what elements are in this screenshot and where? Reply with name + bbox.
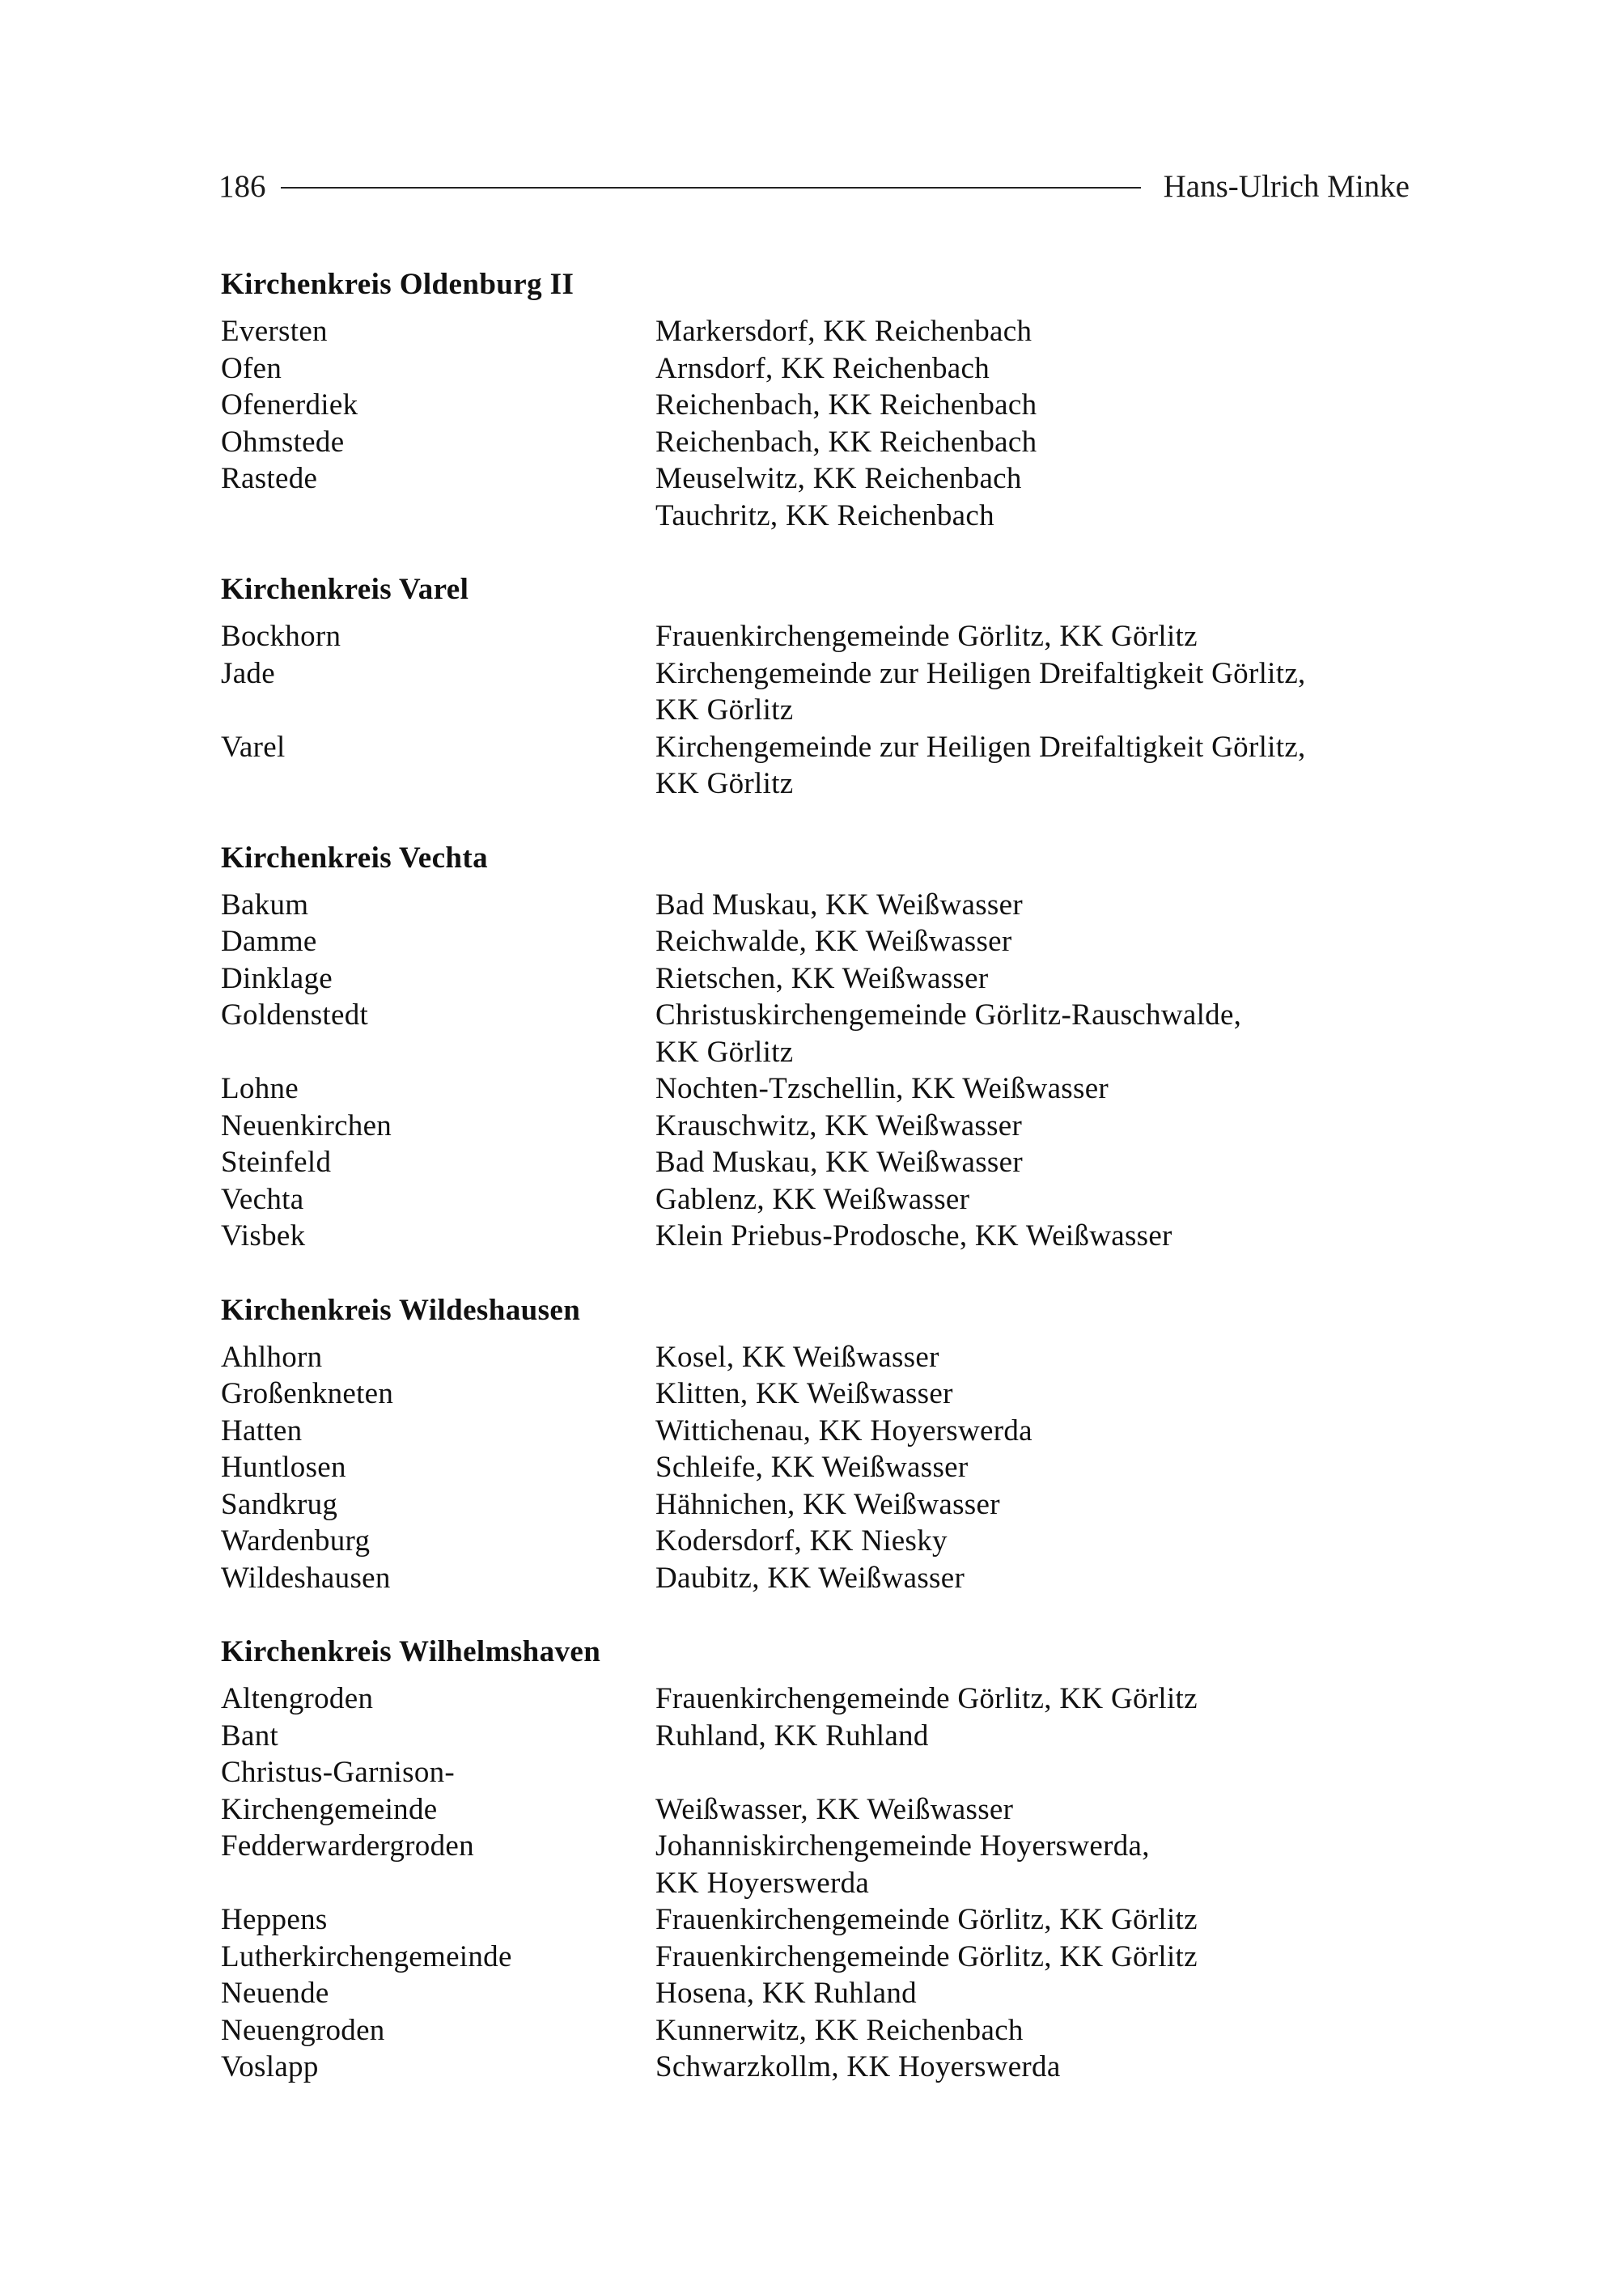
parish-name: Hatten [221,1414,303,1447]
parish-name: Steinfeld [221,1146,332,1179]
parish-name: Eversten [221,315,328,348]
partner-parish: Hosena, KK Ruhland [655,1977,917,2010]
parish-name: Wildeshausen [221,1561,391,1595]
parish-name: Neuende [221,1977,329,2010]
list-item [221,350,1418,388]
partner-parish: Rietschen, KK Weißwasser [655,961,989,995]
list-item [221,1218,1418,1255]
parish-name: Heppens [221,1903,328,1936]
header-rule [281,187,1141,189]
partner-parish: Frauenkirchengemeinde Görlitz, KK Görlitz [655,620,1198,653]
list-item [221,387,1418,424]
parish-name: Ohmstede [221,425,345,459]
list-item [221,1413,1418,1450]
list-item [221,655,1418,729]
list-item [221,1718,1418,1755]
list-item [221,460,1418,534]
partner-parish: Arnsdorf, KK Reichenbach [655,351,990,385]
parish-name: Wardenburg [221,1524,371,1558]
list-item [221,1560,1418,1597]
parish-name: Großenkneten [221,1377,394,1410]
list-item [221,887,1418,924]
list-item [221,1339,1418,1376]
running-head [218,166,1410,206]
partner-parish: Christuskirchengemeinde Görlitz-Rauschwalde, KK Görlitz [655,998,1242,1069]
list-item [221,1449,1418,1486]
list-item [221,1754,1418,1828]
parish-name: Fedderwardergroden [221,1829,474,1863]
parish-name: Ofenerdiek [221,388,358,422]
parish-name: Ofen [221,351,282,385]
page-number: 186 [218,168,266,204]
parish-name: Altengroden [221,1682,374,1715]
parish-name: Varel [221,730,286,764]
list-item [221,997,1418,1070]
partner-parish: Weißwasser, KK Weißwasser [655,1792,1014,1826]
partner-parish: Kunnerwitz, KK Reichenbach [655,2013,1024,2047]
partner-parish: Daubitz, KK Weißwasser [655,1561,965,1595]
parish-name: Neuenkirchen [221,1108,392,1142]
parish-name: Bockhorn [221,620,341,653]
partner-parish: Bad Muskau, KK Weißwasser [655,1146,1023,1179]
list-item [221,2049,1418,2086]
list-item [221,1975,1418,2012]
parish-name: Visbek [221,1219,306,1252]
parish-name: Voslapp [221,2050,319,2083]
list-item [221,1681,1418,1718]
parish-name: Vechta [221,1182,304,1216]
list-item [221,960,1418,998]
partner-parish: Frauenkirchengemeinde Görlitz, KK Görlitz [655,1939,1198,1973]
section-varel [221,571,1418,803]
list-item [221,923,1418,960]
section-wildeshausen [221,1292,1418,1597]
partner-parish: Klitten, KK Weißwasser [655,1377,953,1410]
partner-parish: Klein Priebus-Prodosche, KK Weißwasser [655,1219,1172,1252]
section-vechta [221,840,1418,1255]
parish-name: Bakum [221,888,309,922]
partner-parish: Kosel, KK Weißwasser [655,1340,939,1374]
partner-parish: Schwarzkollm, KK Hoyerswerda [655,2050,1061,2083]
partner-parish: Reichenbach, KK Reichenbach [655,388,1037,422]
partner-parish: Wittichenau, KK Hoyerswerda [655,1414,1032,1447]
section-heading: Kirchenkreis Vechta [221,841,488,875]
partner-parish: Bad Muskau, KK Weißwasser [655,888,1023,922]
list-item [221,1375,1418,1413]
list-item [221,313,1418,350]
partner-parish: Reichwalde, KK Weißwasser [655,925,1012,958]
list-item [221,1181,1418,1219]
list-item [221,424,1418,461]
parish-name: Sandkrug [221,1487,338,1521]
list-item [221,1070,1418,1108]
parish-name: Lutherkirchengemeinde [221,1939,512,1973]
partner-parish: Kirchengemeinde zur Heiligen Dreifaltigkeit Görlitz, KK Görlitz [655,730,1306,800]
running-head-author: Hans-Ulrich Minke [1163,168,1410,204]
parish-name: Jade [221,656,275,690]
list-item [221,1828,1418,1901]
section-heading: Kirchenkreis Varel [221,573,469,606]
partner-parish: Reichenbach, KK Reichenbach [655,425,1037,459]
list-item [221,618,1418,655]
partner-parish: Frauenkirchengemeinde Görlitz, KK Görlitz [655,1682,1198,1715]
section-oldenburg-ii [221,266,1418,534]
partner-parish: Meuselwitz, KK Reichenbach Tauchritz, KK Reichenbach [655,462,1022,532]
list-item [221,729,1418,803]
partner-parish: Nochten-Tzschellin, KK Weißwasser [655,1072,1109,1105]
parish-name: Ahlhorn [221,1340,323,1374]
parish-name: Lohne [221,1072,299,1105]
partner-parish: Kirchengemeinde zur Heiligen Dreifaltigkeit Görlitz, KK Görlitz [655,656,1306,727]
parish-name: Goldenstedt [221,998,369,1032]
section-wilhelmshaven [221,1634,1418,2086]
list-item [221,1939,1418,1976]
parish-list [221,266,1418,2123]
parish-name: Huntlosen [221,1451,346,1484]
partner-parish: Gablenz, KK Weißwasser [655,1182,970,1216]
partner-parish: Krauschwitz, KK Weißwasser [655,1108,1023,1142]
partner-parish: Frauenkirchengemeinde Görlitz, KK Görlitz [655,1903,1198,1936]
partner-parish: Markersdorf, KK Reichenbach [655,315,1032,348]
parish-name: Bant [221,1719,279,1753]
section-heading: Kirchenkreis Wilhelmshaven [221,1635,601,1668]
list-item [221,1901,1418,1939]
parish-name: Damme [221,925,317,958]
list-item [221,1523,1418,1560]
partner-parish: Ruhland, KK Ruhland [655,1719,929,1753]
partner-parish: Schleife, KK Weißwasser [655,1451,969,1484]
section-heading: Kirchenkreis Oldenburg II [221,268,575,301]
section-heading: Kirchenkreis Wildeshausen [221,1293,581,1327]
parish-name: Rastede [221,462,318,495]
partner-parish: Kodersdorf, KK Niesky [655,1524,948,1558]
partner-parish: Hähnichen, KK Weißwasser [655,1487,1000,1521]
parish-name: Dinklage [221,961,333,995]
list-item [221,2012,1418,2049]
parish-name: Neuengroden [221,2013,385,2047]
list-item [221,1108,1418,1145]
list-item [221,1486,1418,1524]
partner-parish: Johanniskirchengemeinde Hoyerswerda, KK Hoyerswerda [655,1829,1150,1900]
parish-name: Christus-Garnison- Kirchengemeinde [221,1756,456,1826]
list-item [221,1144,1418,1181]
